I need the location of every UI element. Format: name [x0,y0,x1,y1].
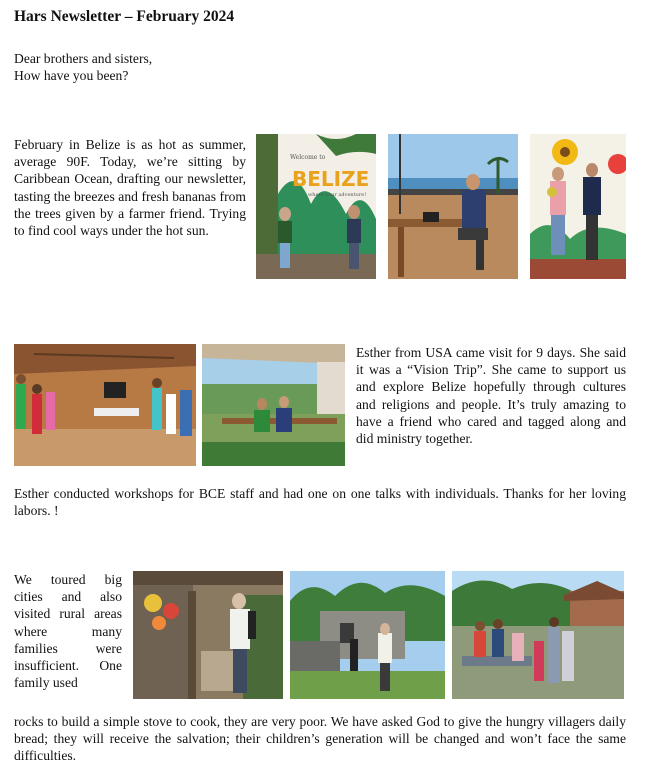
paragraph-workshops: Esther conducted workshops for BCE staff and had one on one talks with individuals. Thanks for her loving labors. ! [14,486,626,519]
paragraph-tour-side: We toured big cities and also visited rural areas where many families were insufficient. One family used [14,572,122,691]
newsletter-title: Hars Newsletter – February 2024 [14,8,235,25]
photo-laptop-by-ocean [388,134,518,279]
photo-simple-stove [133,571,283,699]
greeting-line-2: How have you been? [14,68,129,83]
mural-sub-text: where your adventure! [308,192,367,198]
paragraph-tour-full: rocks to build a simple stove to cook, they are very poor. We have asked God to give the hungry villagers daily bread; they will receive the salvation; their children’s generation will be changed and won’t face the same difficulties. [14,714,626,764]
photo-village-family [452,571,624,699]
photo-sunflower-mural [530,134,626,279]
photo-belize-mural [256,134,376,279]
greeting-line-1: Dear brothers and sisters, [14,51,153,66]
photo-rural-house [290,571,445,699]
paragraph-belize-weather: February in Belize is as hot as summer, average 90F. Today, we’re sitting by Caribbean Ocean, drafting our newsletter, tasting the breezes and fresh bananas from the trees given by a farmer friend. Trying to find cool ways under the hot sun. [14,137,246,239]
photo-porch-visit [202,344,345,466]
mural-small-text: Welcome to [290,154,326,161]
paragraph-esther-visit: Esther from USA came visit for 9 days. She said it was a “Vision Trip”. She came to support us and explore Belize hopefully through cultures and religions and people. It’s truly amazing to have a friend who cared and tagged along and did ministry together. [356,345,626,447]
greeting [14,50,152,84]
photo-workshop-room [14,344,196,466]
mural-text: BELIZE [292,167,370,191]
